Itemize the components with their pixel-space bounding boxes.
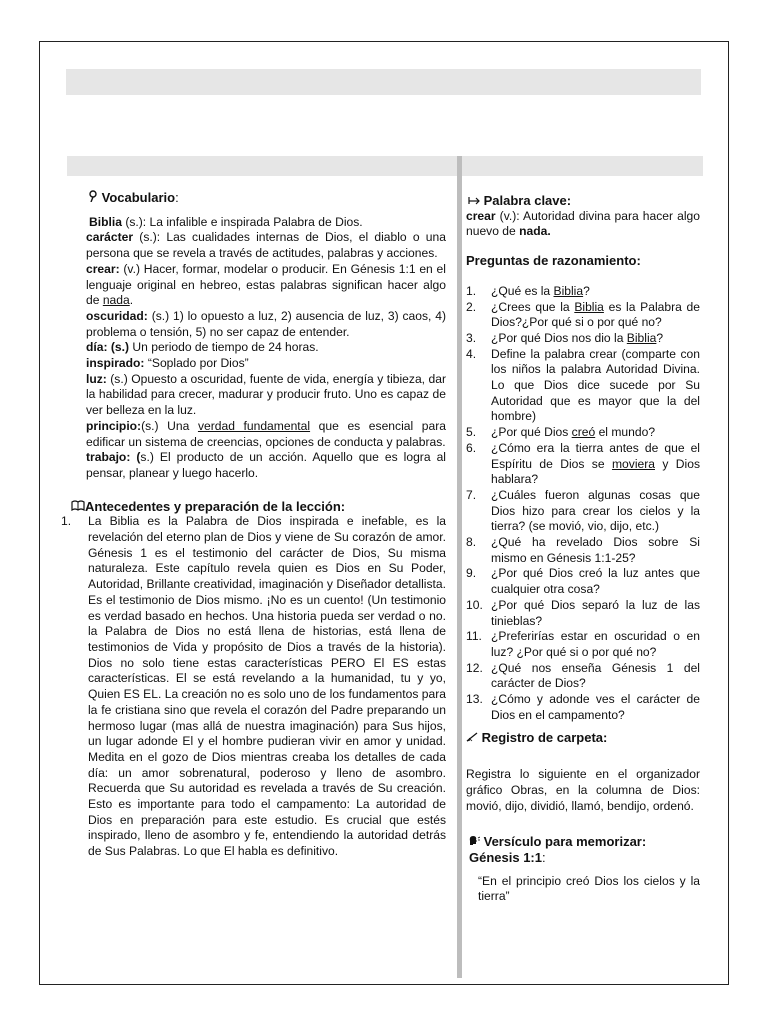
list-item: 3. ¿Por qué Dios nos dio la Biblia? — [466, 330, 664, 345]
key-icon — [468, 193, 480, 209]
left-column — [61, 190, 446, 860]
palabra-clave-heading: Palabra clave: — [468, 193, 700, 209]
vocab-principio: principio:(s.) Una verdad fundamental que es esencial para edificar un sistema de creencias, opciones de conducta y palabras. — [86, 418, 446, 449]
right-column-band — [462, 156, 703, 176]
questions-list — [466, 284, 700, 724]
speaking-head-icon — [468, 834, 480, 850]
open-book-icon — [71, 499, 85, 515]
left-column-band — [67, 156, 457, 176]
right-column — [466, 193, 700, 905]
list-item: 10. ¿Por qué Dios separó la luz de las tinieblas? — [466, 597, 700, 628]
list-item: 4. Define la palabra crear (comparte con los niños la palabra Autoridad Divina. Lo que Dios dice sucede por Su Autoridad que es mayor que la del hombre) — [466, 346, 700, 424]
antecedentes-heading — [71, 499, 446, 515]
palabra-clave-definition: crear (v.): Autoridad divina para hacer algo nuevo de nada. — [466, 208, 700, 239]
registro-heading: Registro de carpeta: — [466, 730, 700, 746]
vocab-trabajo: trabajo: (s.) El producto de un acción. Aquello que es logra al pensar, planear y luego hacerlo. — [86, 450, 446, 480]
antecedentes-text: La Biblia es la Palabra de Dios inspirada e inefable, es la revelación del eterno plan de Dios y viene de Su corazón de amor. Génesis 1 es el testimonio del carácter de Dios, Su misma naturaleza. Este capítulo revela quien es Dios en Su Poder, Autoridad, Brillante creatividad, imaginación y Diseñador detallista. Es el testimonio de Dios mismo. ¡No es un cuento! (Un testimonio es verdad basado en hechos. Una historia pueda ser verdad o no. la Palabra de Dios no está llena de historias, está llena de testimonios de Vida y propósito de Dios a través de la historia). Dios no solo tiene estas características PERO El ES estas características. El se está revelando a la humanidad, tu y yo, Quien ES EL. La creación no es solo uno de los fundamentos para la fe cristiana sino que revela el corazón del Padre preparando un hermoso lugar (mas allá de nuestra imaginación) para Sus hijos, un lugar adonde El y el hombre pudieran vivir en amor y unidad. Medita en el gozo de Dios mientras creaba los detalles de cada día: un amor sobrenatural, poderoso y lleno de asombro. Recuerda que Su autoridad es revelada a través de Su creación. Esto es importante para todo el campamento: La autoridad de Dios en preparación para este estudio. Es crucial que estés inspirado, lleno de asombro y fe, entendiendo la autoridad detrás de Sus Palabras. Lo que El habla es definitivo. — [88, 514, 446, 859]
preguntas-heading: Preguntas de razonamiento: — [466, 253, 641, 269]
antecedentes-item: 1. La Biblia es la Palabra de Dios inspirada e inefable, es la revelación del eterno plan de Dios y viene de Su corazón de amor. Génesis 1 es el testimonio del carácter de Dios, Su misma naturaleza. Este capítulo revela quien es Dios en Su Poder, Autoridad, Brillante creatividad, imaginación y Diseñador detallista. Es el testimonio de Dios mismo. ¡No es un cuento! (Un testimonio es verdad basado en hechos. Una historia pueda ser verdad o no. la Palabra de Dios no está llena de historias, está llena de testimonios de Vida y propósito de Dios a través de la historia). Dios no solo tiene estas características PERO El ES estas características. El se está revelando a la humanidad, tu y yo, Quien ES EL. La creación no es solo uno de los fundamentos para la fe cristiana sino que revela el corazón del Padre preparando un hermoso lugar (mas allá de nuestra imaginación) para Sus hijos, un lugar adonde El y el hombre pudieran vivir en amor y unidad. Medita en el gozo de Dios mientras creaba los detalles de cada día: un amor sobrenatural, poderoso y lleno de asombro. Recuerda que Su autoridad es revelada a través de Su creación. Esto es importante para todo el campamento: La autoridad de Dios en preparación para este estudio. Es crucial que estés inspirado, lleno de asombro y fe, entendiendo la autoridad detrás de Sus Palabras. Lo que El habla es definitivo. — [61, 514, 446, 859]
versiculo-ref: Génesis 1:1: — [469, 850, 546, 866]
pen-icon — [466, 730, 478, 746]
list-item: 2. ¿Crees que la Biblia es la Palabra de Dios?¿Por qué si o por qué no? — [466, 299, 700, 330]
list-item: 9. ¿Por qué Dios creó la luz antes que cualquier otra cosa? — [466, 566, 700, 597]
list-item: 6. ¿Cómo era la tierra antes de que el Espíritu de Dios se moviera y Dios hablara? — [466, 440, 700, 487]
pushpin-icon — [88, 190, 98, 206]
antecedentes-heading-text: Antecedentes y preparación de la lección: — [85, 498, 346, 514]
column-divider — [457, 156, 462, 978]
registro-text: Registra lo siguiente en el organizador gráfico Obras, en la columna de Dios: movió, dijo, dividió, llamó, bendijo, ordenó. — [466, 767, 700, 813]
versiculo-text: “En el principio creó Dios los cielos y la tierra” — [478, 873, 700, 904]
vocab-caracter: carácter (s.): Las cualidades internas de Dios, el diablo o una persona que se revela a través de actitudes, palabras y acciones. — [86, 230, 446, 261]
list-item: 12. ¿Qué nos enseña Génesis 1 del carácter de Dios? — [466, 660, 700, 691]
vocab-inspirado: inspirado: “Soplado por Dios” — [86, 356, 249, 371]
header-band — [66, 69, 701, 95]
vocab-oscuridad: oscuridad: (s.) 1) lo opuesto a luz, 2) ausencia de luz, 3) caos, 4) problema o tensión, 5) no ser capaz de entender. — [86, 308, 446, 339]
vocab-dia: día: (s.) Un periodo de tiempo de 24 horas. — [86, 340, 319, 355]
vocab-heading: Vocabulario: — [88, 190, 446, 206]
versiculo-heading: Versículo para memorizar: — [468, 834, 700, 850]
page-frame — [39, 41, 729, 985]
list-item: 7. ¿Cuáles fueron algunas cosas que Dios hizo para crear los cielos y la tierra? (se movió, vio, dijo, etc.) — [466, 487, 700, 534]
list-item: 1. ¿Qué es la Biblia? — [466, 283, 590, 298]
vocab-crear: crear: (v.) Hacer, formar, modelar o producir. En Génesis 1:1 en el lenguaje original en hebreo, estas palabras significan hacer algo de nada. — [86, 261, 446, 308]
list-item: 11. ¿Preferirías estar en oscuridad o en luz? ¿Por qué si o por qué no? — [466, 629, 700, 659]
vocab-biblia: Biblia (s.): La infalible e inspirada Palabra de Dios. — [89, 214, 363, 229]
vocab-heading-text: Vocabulario — [101, 190, 176, 205]
list-item: 5. ¿Por qué Dios creó el mundo? — [466, 425, 656, 440]
list-item: 8. ¿Qué ha revelado Dios sobre Si mismo en Génesis 1:1-25? — [466, 535, 700, 565]
list-item: 13. ¿Cómo y adonde ves el carácter de Dios en el campamento? — [466, 692, 700, 722]
vocab-luz: luz: (s.) Opuesto a oscuridad, fuente de vida, energía y tibieza, dar la habilidad para crecer, madurar y producir fruto. Uno es capaz de ver belleza en la luz. — [86, 371, 446, 418]
